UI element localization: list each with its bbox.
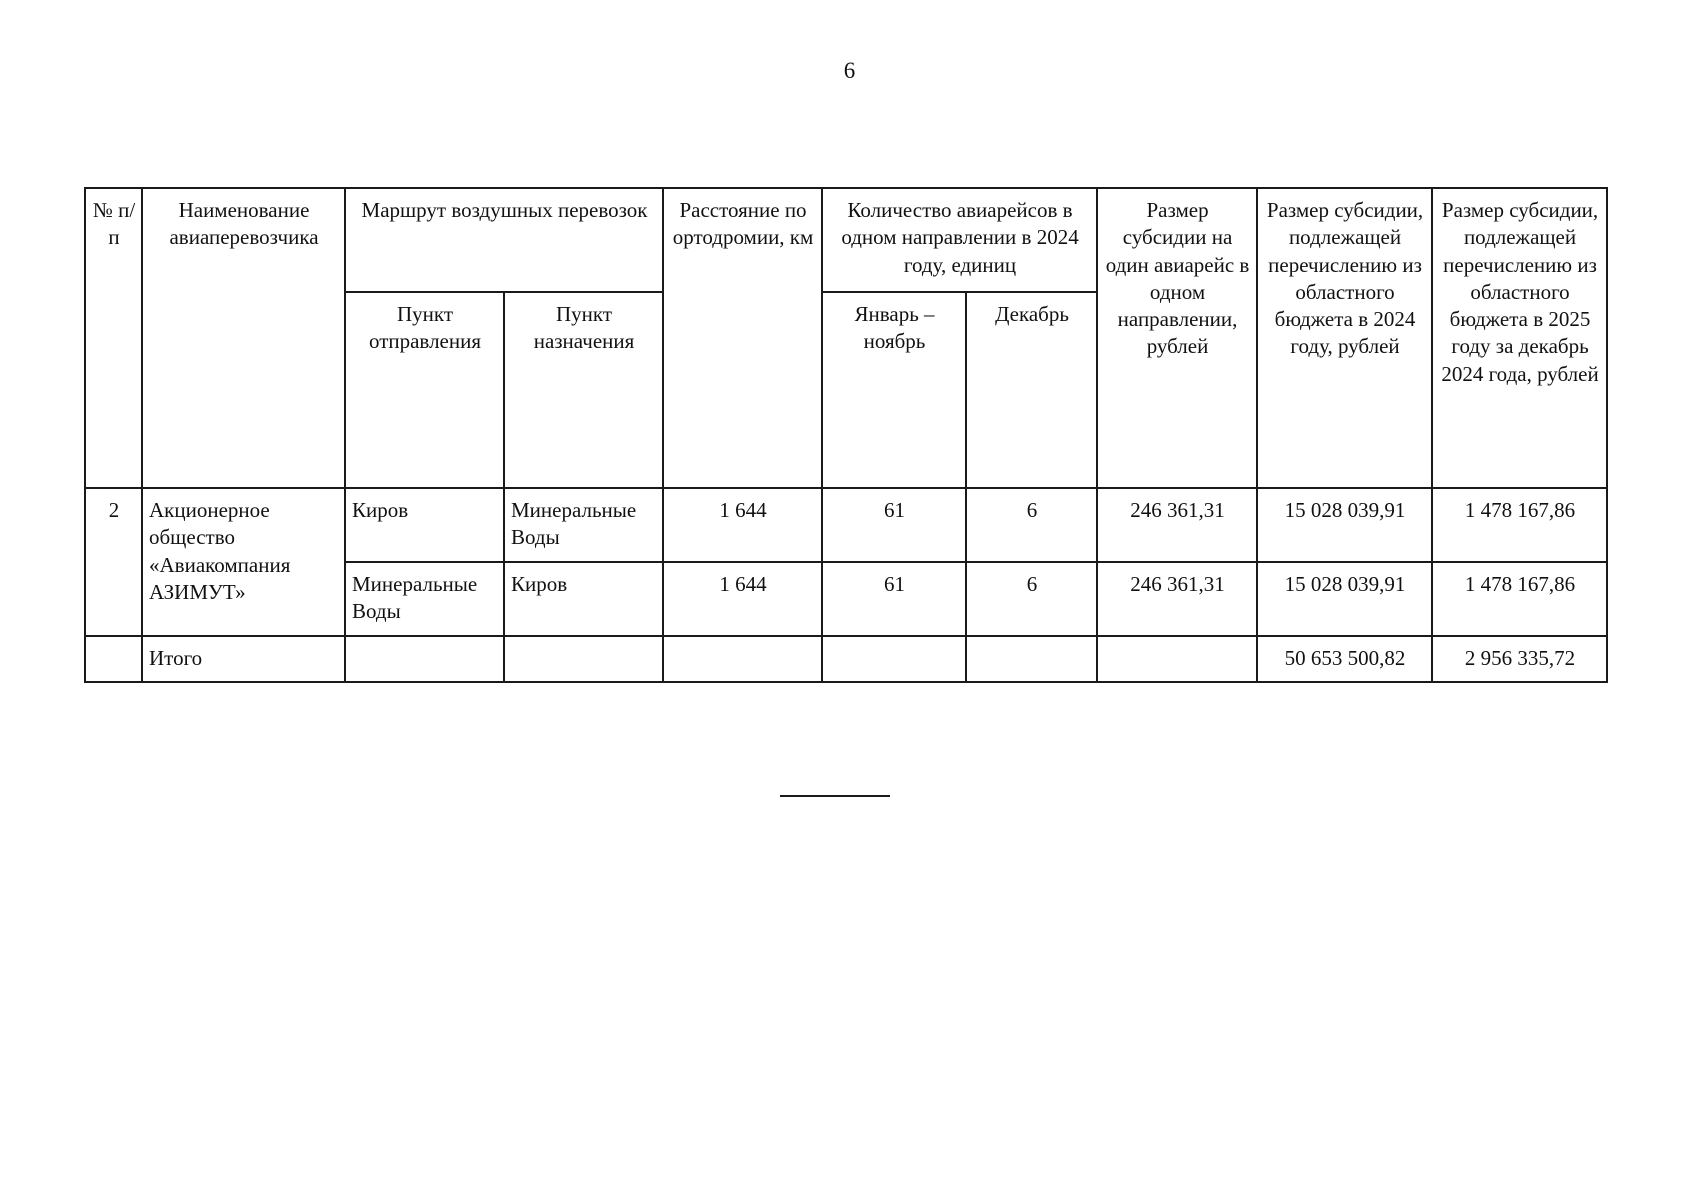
end-divider — [780, 795, 890, 797]
header-carrier: Наименование авиаперевозчика — [142, 188, 345, 488]
total-subsidy-2025: 2 956 335,72 — [1432, 636, 1607, 682]
flights-jan-nov: 61 — [822, 562, 966, 636]
total-empty-cell — [504, 636, 663, 682]
subsidy-2024: 15 028 039,91 — [1257, 488, 1432, 562]
subsidy-2025: 1 478 167,86 — [1432, 562, 1607, 636]
header-subsidy-2024: Размер субсидии, подлежащей перечислению из областного бюджета в 2024 году, рублей — [1257, 188, 1432, 488]
header-route-to: Пункт назначения — [504, 292, 663, 488]
subsidy-per-flight: 246 361,31 — [1097, 562, 1257, 636]
route-from: Минеральные Воды — [345, 562, 504, 636]
route-to: Киров — [504, 562, 663, 636]
flights-jan-nov: 61 — [822, 488, 966, 562]
flights-dec: 6 — [966, 488, 1097, 562]
subsidy-per-flight: 246 361,31 — [1097, 488, 1257, 562]
header-subsidy-per-flight: Размер субсидии на один авиарейс в одном направлении, рублей — [1097, 188, 1257, 488]
header-num: № п/п — [85, 188, 142, 488]
row-num: 2 — [85, 488, 142, 636]
header-route-from: Пункт отправления — [345, 292, 504, 488]
total-subsidy-2024: 50 653 500,82 — [1257, 636, 1432, 682]
total-empty-cell — [822, 636, 966, 682]
header-flights-jan-nov: Январь – ноябрь — [822, 292, 966, 488]
distance: 1 644 — [663, 562, 822, 636]
page-number: 6 — [843, 58, 856, 83]
total-label: Итого — [142, 636, 345, 682]
subsidy-2025: 1 478 167,86 — [1432, 488, 1607, 562]
total-empty-cell — [966, 636, 1097, 682]
flights-dec: 6 — [966, 562, 1097, 636]
total-empty-cell — [345, 636, 504, 682]
table-row — [85, 488, 1607, 562]
distance: 1 644 — [663, 488, 822, 562]
row-carrier: Акционерное общество «Авиакомпания АЗИМУТ» — [142, 488, 345, 636]
total-empty-cell — [1097, 636, 1257, 682]
subsidy-2024: 15 028 039,91 — [1257, 562, 1432, 636]
header-row — [85, 188, 1607, 292]
subsidy-table — [84, 187, 1608, 683]
total-num-cell — [85, 636, 142, 682]
header-flights-dec: Декабрь — [966, 292, 1097, 488]
route-from: Киров — [345, 488, 504, 562]
header-subsidy-2025: Размер субсидии, подлежащей перечислению из областного бюджета в 2025 году за декабрь 2024 года, рублей — [1432, 188, 1607, 488]
header-route-group: Маршрут воздушных перевозок — [345, 188, 663, 292]
header-distance: Расстояние по ортодромии, км — [663, 188, 822, 488]
route-to: Минеральные Воды — [504, 488, 663, 562]
header-flights-group: Количество авиарейсов в одном направлении в 2024 году, единиц — [822, 188, 1097, 292]
total-row — [85, 636, 1607, 682]
total-empty-cell — [663, 636, 822, 682]
